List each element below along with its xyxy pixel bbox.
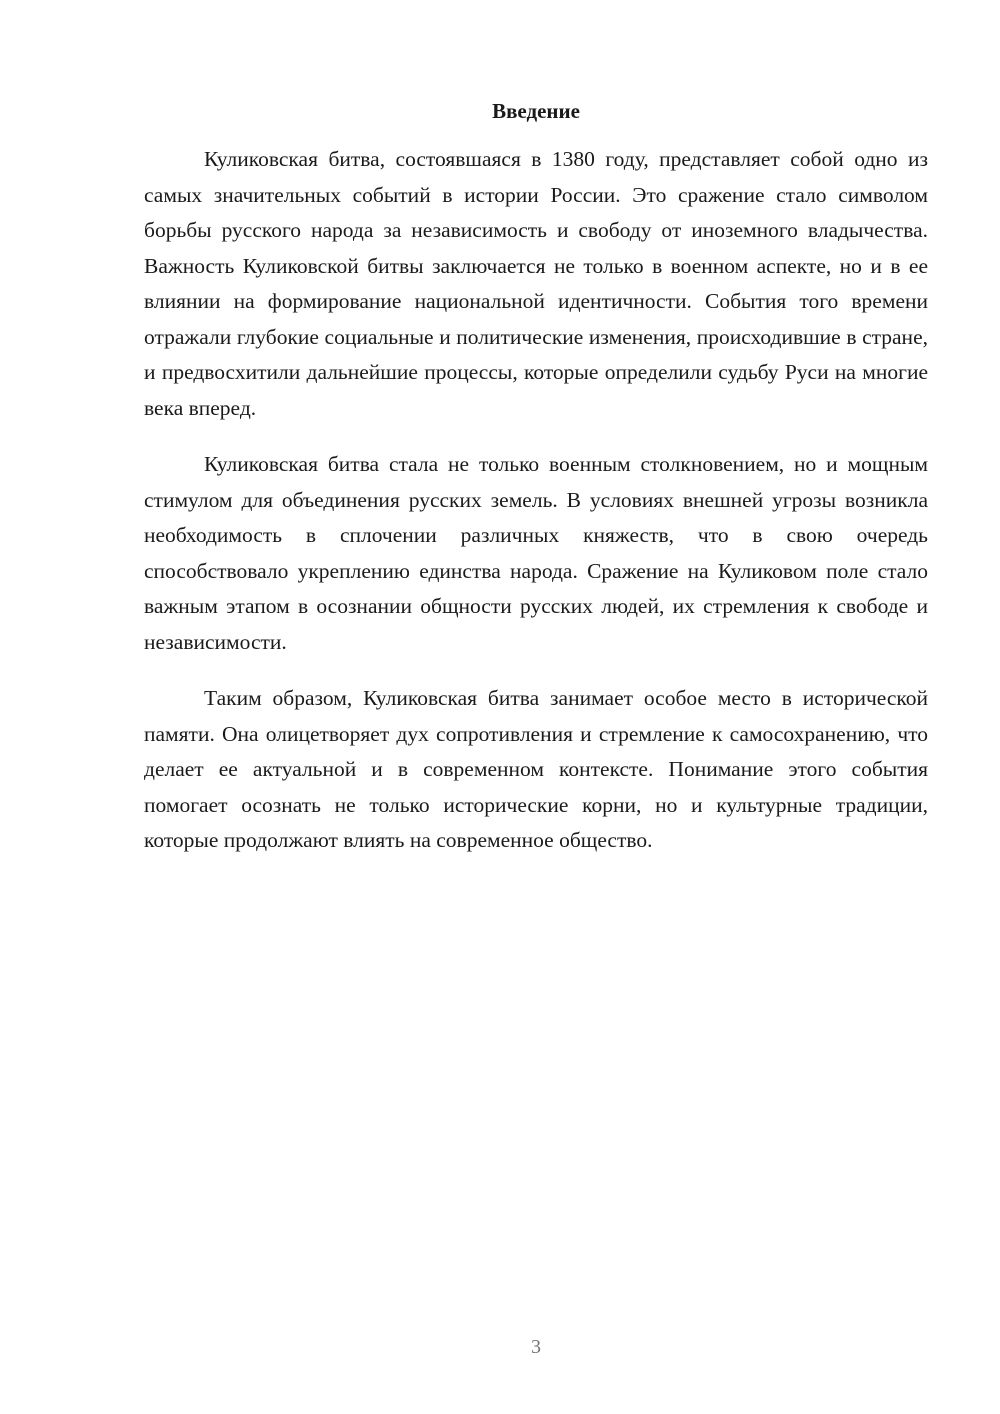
body-text	[144, 142, 928, 880]
page-number: 3	[531, 1336, 541, 1358]
paragraph-2: Куликовская битва стала не только военным столкновением, но и мощным стимулом для объединения русских земель. В условиях внешней угрозы возникла необходимость в сплочении различных княжеств, что в свою очередь способствовало укреплению единства народа. Сражение на Куликовом поле стало важным этапом в осознании общности русских людей, их стремления к свободе и независимости.	[144, 452, 928, 654]
page-title: Введение	[492, 99, 580, 123]
paragraph-1: Куликовская битва, состоявшаяся в 1380 году, представляет собой одно из самых значительных событий в истории России. Это сражение стало символом борьбы русского народа за независимость и свободу от иноземного владычества. Важность Куликовской битвы заключается не только в военном аспекте, но и в ее влиянии на формирование национальной идентичности. События того времени отражали глубокие социальные и политические изменения, происходившие в стране, и предвосхитили дальнейшие процессы, которые определили судьбу Руси на многие века вперед.	[144, 147, 928, 420]
paragraph-3: Таким образом, Куликовская битва занимает особое место в исторической памяти. Она олицетворяет дух сопротивления и стремление к самосохранению, что делает ее актуальной и в современном контексте. Понимание этого события помогает осознать не только исторические корни, но и культурные традиции, которые продолжают влиять на современное общество.	[144, 686, 928, 852]
